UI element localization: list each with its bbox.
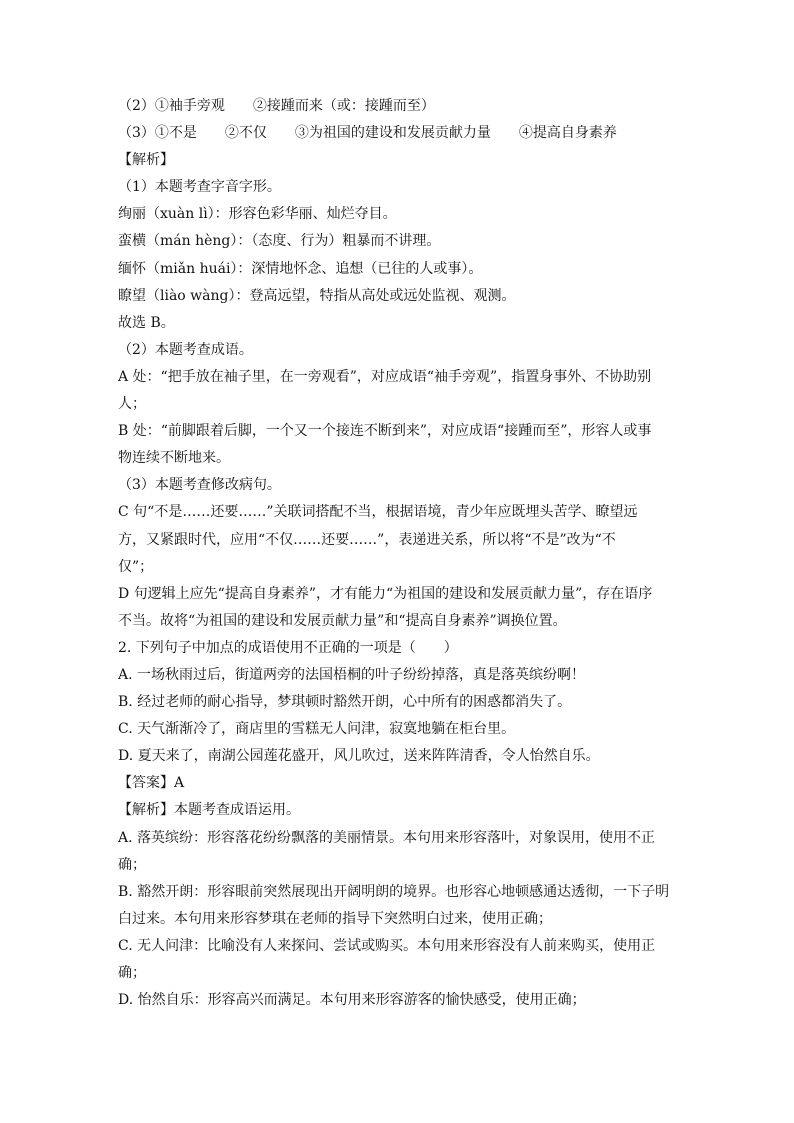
text-line: B. 豁然开朗：形容眼前突然展现出开阔明朗的境界。也形容心地顿感通达透彻，一下子明 (118, 883, 670, 900)
answer-line: 【答案】A (118, 775, 185, 792)
text-line: A. 落英缤纷：形容落花纷纷飘落的美丽情景。本句用来形容落叶，对象误用，使用不正 (118, 829, 656, 846)
text-line: C. 无人问津：比喻没有人来探问、尝试或购买。本句用来形容没有人前来购买，使用正 (118, 937, 656, 954)
option-c: C. 天气渐渐冷了，商店里的雪糕无人问津，寂寞地躺在柜台里。 (118, 721, 516, 738)
text-line: 缅怀（miǎn huái）：深情地怀念、追想（已往的人或事）。 (118, 260, 483, 277)
text-line: C 句“不是……还要……”关联词搭配不当，根据语境，青少年应既埋头苦学、瞭望远 (118, 504, 638, 521)
text-line: D. 怡然自乐：形容高兴而满足。本句用来形容游客的愉快感受，使用正确； (118, 992, 586, 1009)
text-line: 物连续不断地来。 (118, 450, 230, 467)
text-line: 绚丽（xuàn lì）：形容色彩华丽、灿烂夺目。 (118, 206, 397, 223)
text-line: （2）本题考查成语。 (118, 341, 253, 358)
text-line: A 处：“把手放在袖子里，在一旁观看”，对应成语“袖手旁观”，指置身事外、不协助别 (118, 368, 652, 385)
text-line: 不当。故将“为祖国的建设和发展贡献力量”和“提高自身素养”调换位置。 (118, 612, 567, 629)
text-line: 确； (118, 856, 146, 873)
answer-analysis-text (118, 93, 678, 1014)
text-line: 确； (118, 965, 146, 981)
text-line: B 处：“前脚跟着后脚，一个又一个接连不断到来”，对应成语“接踵而至”，形容人或事 (118, 423, 652, 440)
text-line: D 句逻辑上应先“提高自身素养”，才有能力“为祖国的建设和发展贡献力量”，存在语序 (118, 585, 653, 602)
section-heading: 【解析】 (118, 152, 174, 169)
option-b: B. 经过老师的耐心指导，梦琪顿时豁然开朗，心中所有的困惑都消失了。 (118, 694, 572, 711)
text-line: 蛮横（mán hèng）：（态度、行为）粗暴而不讲理。 (118, 233, 441, 250)
text-line: 故选 B。 (118, 314, 175, 331)
text-line: 方，又紧跟时代，应用“不仅……还要……”，表递进关系，所以将“不是”改为“不 (118, 531, 616, 548)
text-line: 瞭望（liào wàng）：登高远望，特指从高处或远处监视、观测。 (118, 287, 516, 304)
option-a: A. 一场秋雨过后，街道两旁的法国梧桐的叶子纷纷掉落，真是落英缤纷啊！ (118, 666, 586, 683)
analysis-heading: 【解析】本题考查成语运用。 (118, 802, 300, 819)
option-d: D. 夏天来了，南湖公园莲花盛开，风儿吹过，送来阵阵清香，令人怡然自乐。 (118, 748, 600, 765)
text-line: 人； (118, 396, 146, 413)
text-line: （1）本题考查字音字形。 (118, 179, 281, 196)
text-line: 白过来。本句用来形容梦琪在老师的指导下突然明白过来，使用正确； (118, 910, 552, 927)
text-line: （3）①不是 ②不仅 ③为祖国的建设和发展贡献力量 ④提高自身素养 (118, 125, 617, 142)
text-line: （2）①袖手旁观 ②接踵而来（或：接踵而至） (118, 98, 435, 114)
text-line: （3）本题考查修改病句。 (118, 477, 281, 494)
text-line: 仅”； (118, 558, 154, 575)
question-stem: 2. 下列句子中加点的成语使用不正确的一项是（ ） (118, 639, 458, 656)
